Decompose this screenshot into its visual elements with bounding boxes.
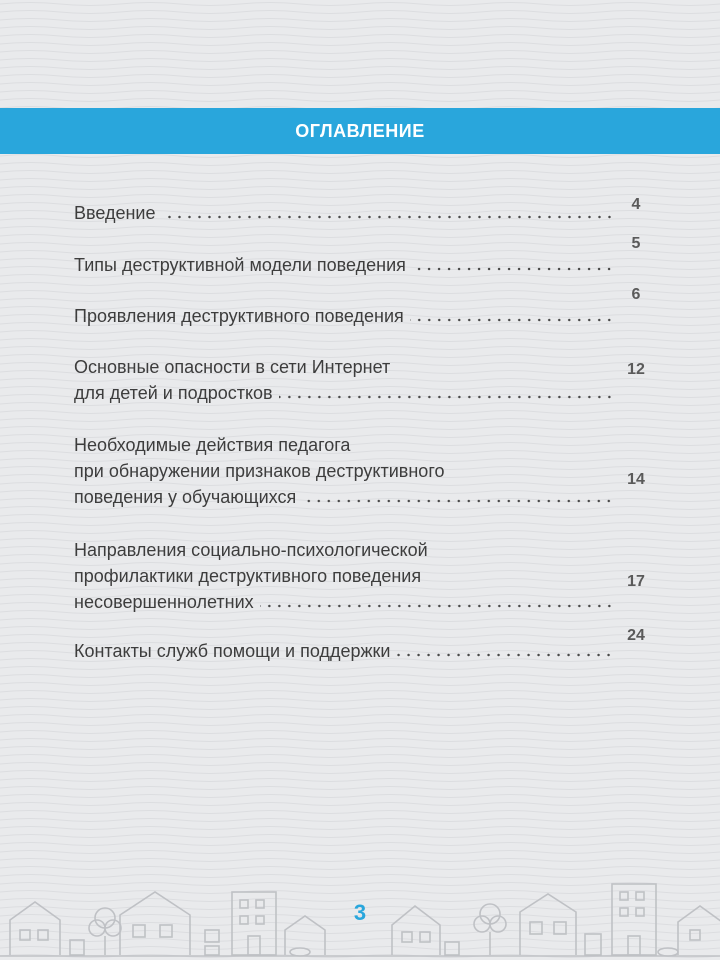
toc-entry-line: Введение <box>74 200 614 226</box>
toc-entry-internet-dangers[interactable]: Основные опасности в сети Интернет для детей и подростков <box>74 354 614 406</box>
toc-entry-contacts[interactable] <box>74 638 614 664</box>
toc-entry-types[interactable] <box>74 252 614 278</box>
page-number: 3 <box>353 900 367 925</box>
toc-page-number: 24 <box>627 627 645 644</box>
toc-page-number: 4 <box>631 196 641 213</box>
dot-leader <box>412 267 614 271</box>
dot-leader <box>162 215 614 219</box>
toc-entry-line: Типы деструктивной модели поведения <box>74 252 614 278</box>
toc-page-number: 14 <box>627 471 645 488</box>
dot-leader <box>279 395 614 399</box>
toc-entry-line: для детей и подростков <box>74 380 614 406</box>
dot-leader <box>260 604 614 608</box>
toc-page-number: 5 <box>631 235 641 252</box>
toc-entry-prevention[interactable]: Направления социально-психологической профилактики деструктивного поведения несовершеннолетних <box>74 537 614 615</box>
toc-page-number: 12 <box>627 361 645 378</box>
dot-leader <box>410 318 614 322</box>
toc-entry-teacher-actions[interactable]: Необходимые действия педагога при обнаружении признаков деструктивного поведения у обучающихся <box>74 432 614 510</box>
dot-leader <box>396 653 614 657</box>
toc-page-number: 6 <box>631 286 641 303</box>
page-title: ОГЛАВЛЕНИЕ <box>295 120 425 141</box>
toc-entry-introduction[interactable] <box>74 200 614 226</box>
toc-entry-manifestations[interactable] <box>74 303 614 329</box>
toc-entry-line: поведения у обучающихся <box>74 484 614 510</box>
dot-leader <box>302 499 614 503</box>
toc-entry-line: Проявления деструктивного поведения <box>74 303 614 329</box>
toc-entry-line: несовершеннолетних <box>74 589 614 615</box>
toc-entry-line: Контакты служб помощи и поддержки <box>74 638 614 664</box>
toc-page-number: 17 <box>627 573 645 590</box>
